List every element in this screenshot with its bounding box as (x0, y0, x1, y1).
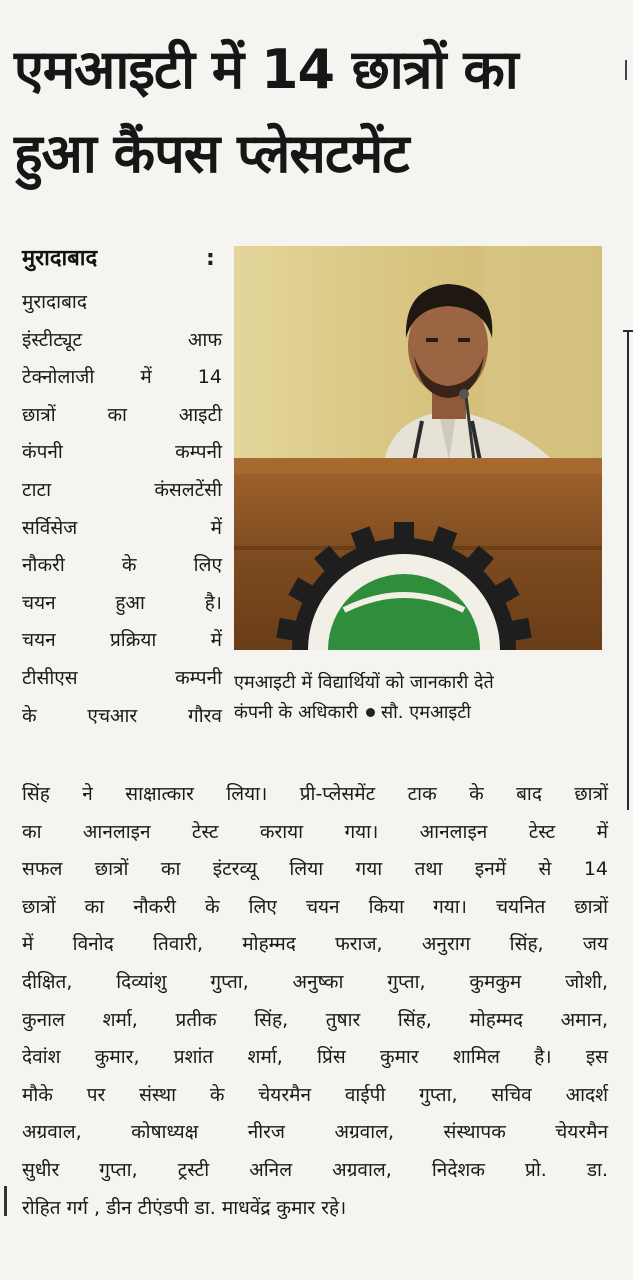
column-divider-tick (623, 330, 633, 332)
headline-line-2: हुआ कैंपस प्लेसटमेंट (14, 122, 409, 185)
column-line: टीसीएस कम्पनी (22, 666, 222, 689)
column-line: मुरादाबाद (22, 291, 87, 313)
column-line: टाटा कंसलटेंसी (22, 478, 222, 501)
body-line: में विनोद तिवारी, मोहम्मद फराज, अनुराग सिंह, जय (22, 933, 608, 956)
scan-edge-mark (4, 1186, 7, 1216)
body-line: सुधीर गुप्ता, ट्रस्टी अनिल अग्रवाल, निदेशक प्रो. डा. (22, 1158, 608, 1181)
bullet-dot-icon (366, 708, 375, 717)
body-line: सिंह ने साक्षात्कार लिया। प्री-प्लेसमेंट टाक के बाद छात्रों (22, 783, 608, 805)
column-line: सर्विसेज में (22, 516, 222, 539)
dateline-colon: : (206, 246, 215, 271)
body-line: कुनाल शर्मा, प्रतीक सिंह, तुषार सिंह, मोहम्मद अमान, (22, 1008, 608, 1031)
body-line: मौके पर संस्था के चेयरमैन वाईपी गुप्ता, सचिव आदर्श (22, 1083, 608, 1106)
headline (14, 28, 614, 196)
body-line: दीक्षित, दिव्यांशु गुप्ता, अनुष्का गुप्ता, कुमकुम जोशी, (22, 970, 608, 993)
body-line: देवांश कुमार, प्रशांत शर्मा, प्रिंस कुमार शामिल है। इस (22, 1046, 608, 1069)
caption-text: कंपनी के अधिकारी (234, 702, 358, 723)
photo-caption (234, 668, 614, 728)
body-line: छात्रों का नौकरी के लिए चयन किया गया। चयनित छात्रों (22, 895, 608, 918)
column-line: इंस्टीट्यूट आफ (22, 328, 222, 351)
dateline-place: मुरादाबाद (22, 246, 98, 271)
column-line: चयन हुआ है। (22, 591, 222, 614)
narrow-column-text (22, 284, 222, 735)
column-line: के एचआर गौरव (22, 704, 222, 727)
body-line: का आनलाइन टेस्ट कराया गया। आनलाइन टेस्ट में (22, 820, 608, 843)
column-line: चयन प्रक्रिया में (22, 629, 222, 652)
column-line: नौकरी के लिए (22, 554, 222, 577)
body-line: रोहित गर्ग , डीन टीएंडपी डा. माधवेंद्र कुमार रहे। (22, 1196, 347, 1219)
article-body (22, 776, 608, 1227)
column-line: छात्रों का आइटी (22, 403, 222, 426)
scan-edge-mark (625, 60, 627, 80)
news-photo (234, 246, 602, 650)
caption-line-1: एमआइटी में विद्यार्थियों को जानकारी देते (234, 672, 494, 693)
speaker-at-podium-illustration (234, 246, 602, 650)
column-line: कंपनी कम्पनी (22, 441, 222, 464)
body-line: सफल छात्रों का इंटरव्यू लिया गया तथा इनमें से 14 (22, 858, 608, 881)
body-line: अग्रवाल, कोषाध्यक्ष नीरज अग्रवाल, संस्थापक चेयरमैन (22, 1121, 608, 1144)
column-divider-rule (627, 330, 629, 810)
headline-line-1: एमआइटी में 14 छात्रों का (14, 38, 518, 101)
caption-line-2 (234, 698, 614, 728)
photo-credit: सौ. एमआइटी (380, 702, 471, 723)
column-line: टेक्नोलाजी में 14 (22, 366, 222, 389)
